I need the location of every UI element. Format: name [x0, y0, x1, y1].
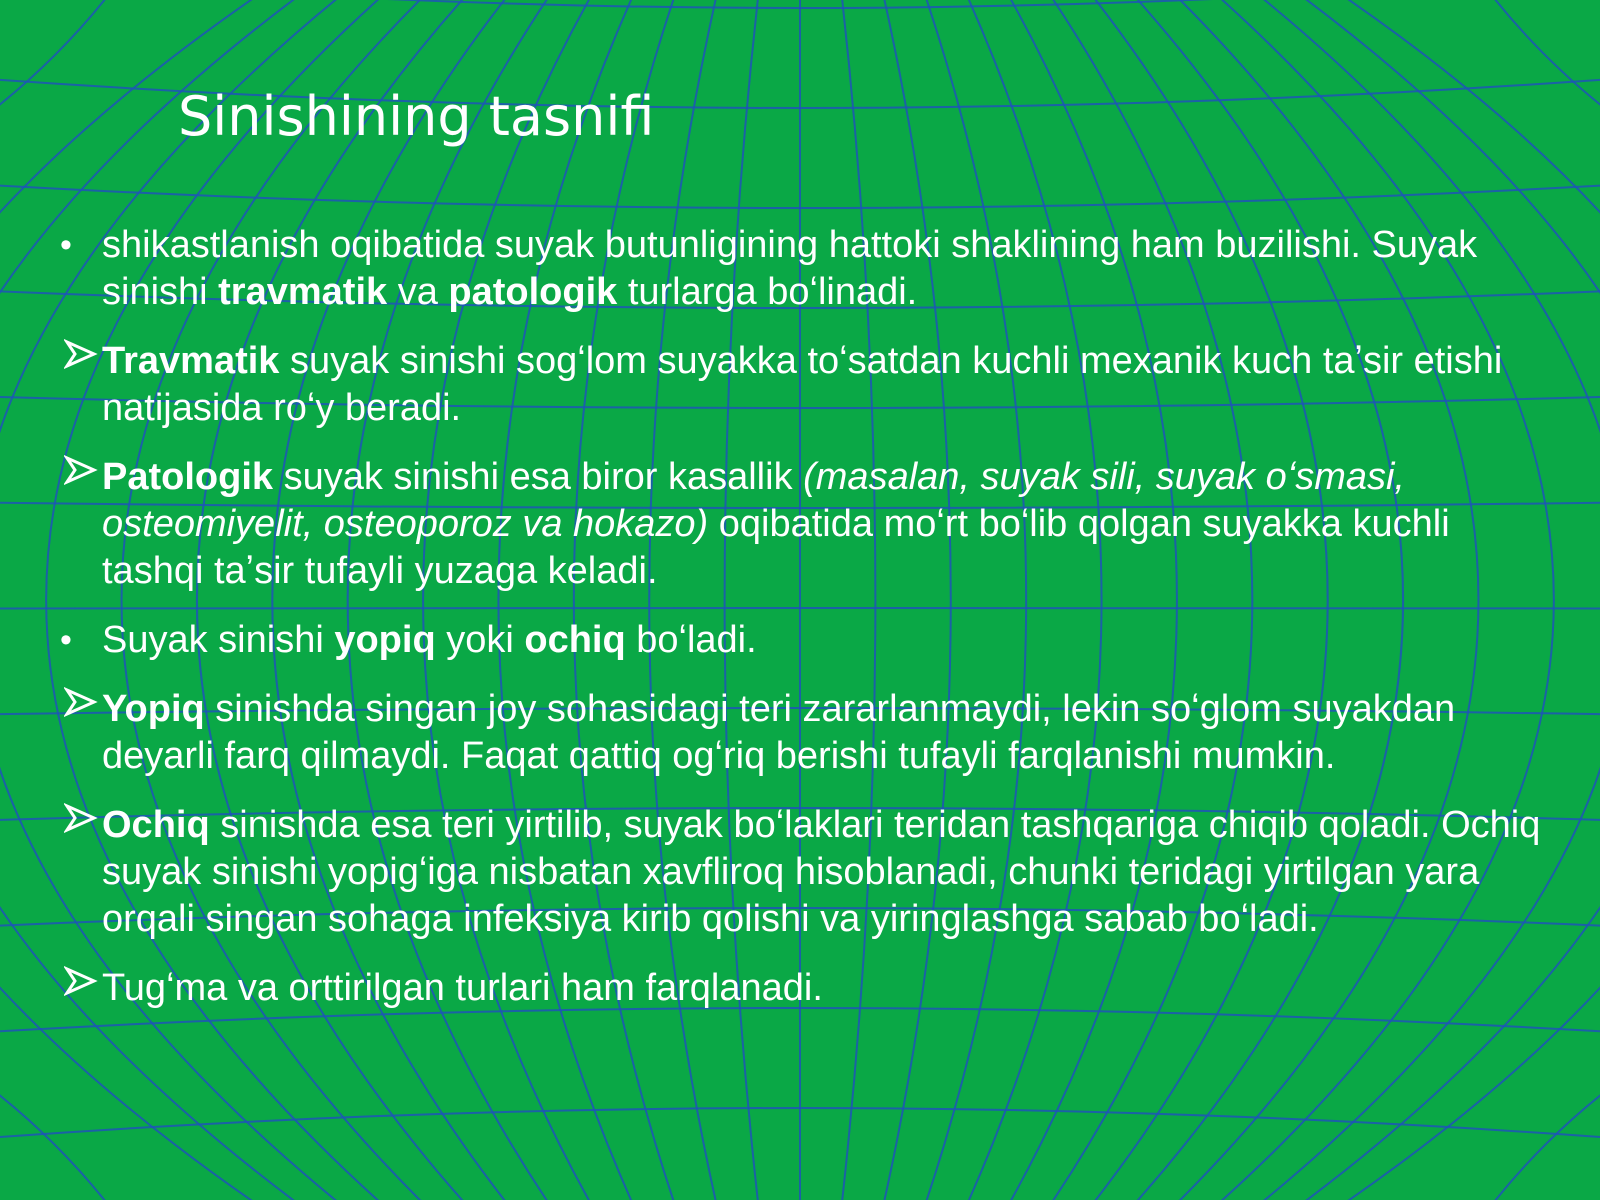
text-run: va: [387, 271, 449, 313]
corner-line: [1480, 0, 1600, 120]
list-item: [56, 338, 1546, 432]
list-item: [56, 965, 1546, 1012]
text-run: suyak sinishi sogʻlom suyakka toʻsatdan kuchli mexanik kuch taʼsir etishi natijasida roʻy beradi.: [102, 340, 1503, 429]
text-run-bold: ochiq: [524, 619, 626, 661]
item-text: [102, 619, 757, 661]
list-item: [56, 617, 1546, 664]
text-run-italic: (masalan, suyak sili, suyak oʻsmasi, osteomiyelit, osteoporoz va hokazo): [102, 456, 1405, 545]
text-run-bold: patologik: [448, 271, 618, 313]
item-text: [102, 804, 1540, 940]
text-run: Suyak sinishi: [102, 619, 335, 661]
item-text: [102, 340, 1502, 429]
text-run: Tugʻma va orttirilgan turlari ham farqlanadi.: [102, 967, 823, 1009]
text-run: sinishda singan joy sohasidagi teri zararlanmaydi, lekin soʻglom suyakdan deyarli farq qilmaydi. Faqat qattiq ogʻriq berishi tufayli farqlanishi mumkin.: [102, 688, 1456, 777]
arrow-bullet-icon: [64, 455, 104, 485]
arrow-bullet-icon: [64, 966, 104, 996]
text-run: suyak sinishi esa biror kasallik: [273, 456, 804, 498]
corner-line: [0, 0, 120, 120]
text-run: boʻladi.: [625, 619, 757, 661]
list-item: [56, 454, 1546, 595]
text-run: sinishda esa teri yirtilib, suyak boʻlaklari teridan tashqariga chiqib qoladi. Ochiq suyak sinishi yopigʻiga nisbatan xavfliroq hisoblanadi, chunki teridagi yirtilgan yara orqali singan sohaga infeksiya kirib qolishi va yiringlashga sabab boʻladi.: [102, 804, 1541, 940]
corner-line: [0, 1080, 120, 1200]
text-run-bold: Yopiq: [102, 688, 205, 730]
item-text: [102, 224, 1477, 313]
item-text: [102, 688, 1455, 777]
list-item: [56, 802, 1546, 943]
text-run: oqibatida moʻrt boʻlib qolgan suyakka kuchli tashqi taʼsir tufayli yuzaga keladi.: [102, 503, 1450, 592]
bullet-icon: •: [60, 621, 72, 659]
arrow-bullet-icon: [64, 339, 104, 369]
text-run-bold: yopiq: [334, 619, 436, 661]
text-run: shikastlanish oqibatida suyak butunligining hattoki shaklining ham buzilishi. Suyak sinishi: [102, 224, 1478, 313]
list-item: [56, 222, 1546, 316]
text-run-bold: travmatik: [218, 271, 388, 313]
arrow-bullet-icon: [64, 803, 104, 833]
item-text: [102, 967, 823, 1009]
text-run-bold: Patologik: [102, 456, 274, 498]
slide-title: Sinishining tasnifi: [178, 85, 655, 148]
item-text: [102, 456, 1450, 592]
list-item: [56, 686, 1546, 780]
text-run: yoki: [435, 619, 525, 661]
arrow-bullet-icon: [64, 687, 104, 717]
bullet-list: [56, 222, 1546, 1032]
bullet-icon: •: [60, 226, 72, 264]
text-run-bold: Ochiq: [102, 804, 210, 846]
text-run-bold: Travmatik: [102, 340, 280, 382]
text-run: turlarga boʻlinadi.: [617, 271, 918, 313]
corner-line: [1480, 1080, 1600, 1200]
